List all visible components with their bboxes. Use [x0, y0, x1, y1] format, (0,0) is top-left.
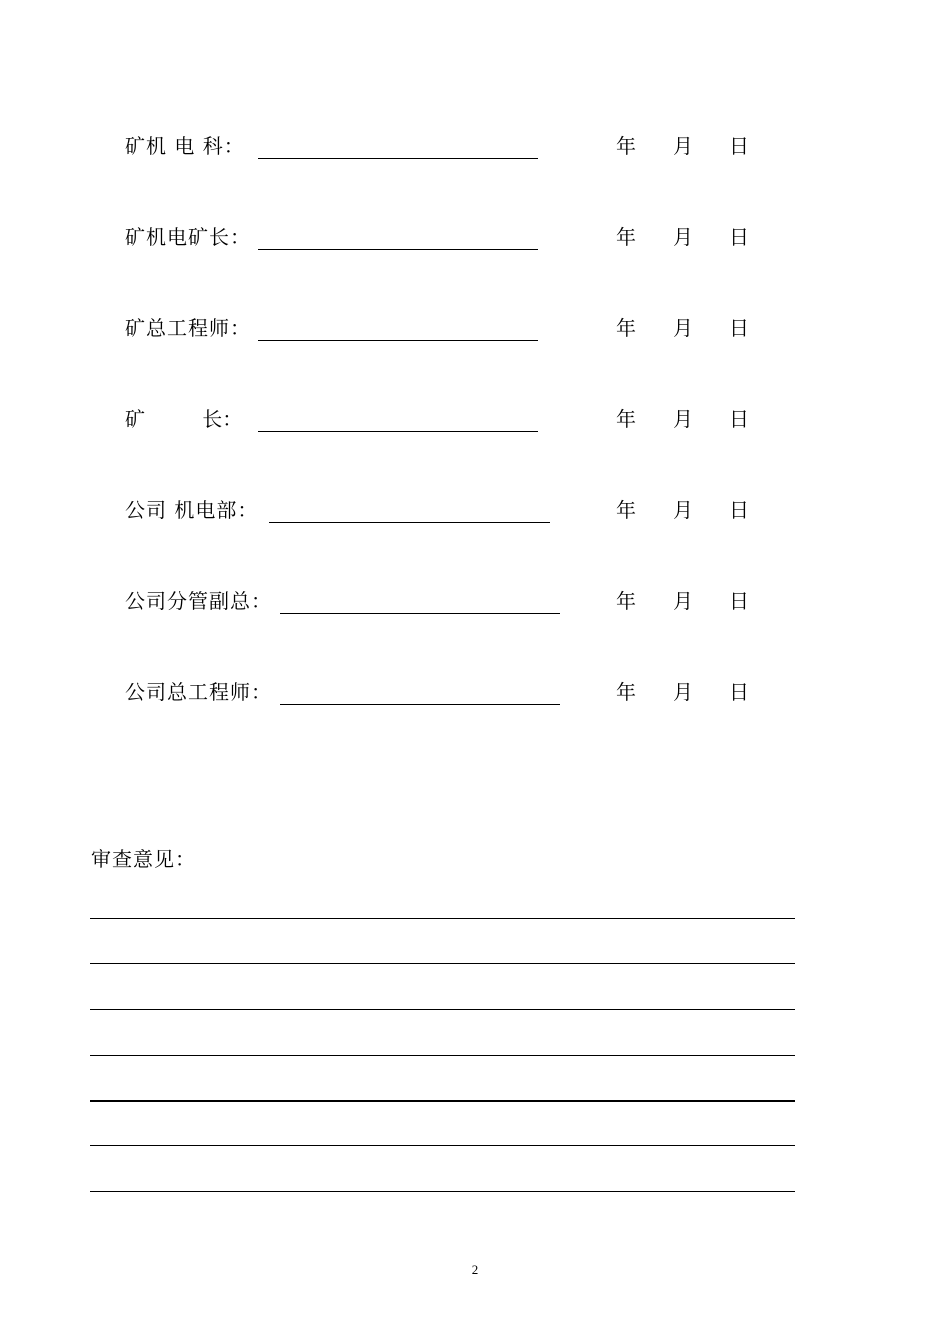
date-month: 月 — [673, 225, 693, 249]
signature-line[interactable] — [269, 522, 550, 523]
signature-row — [0, 223, 950, 263]
date-day: 日 — [729, 589, 749, 613]
date-day: 日 — [729, 134, 749, 158]
signature-row — [0, 132, 950, 172]
signature-line[interactable] — [258, 249, 538, 250]
signature-line[interactable] — [280, 704, 560, 705]
signature-line[interactable] — [258, 431, 538, 432]
signature-line[interactable] — [258, 340, 538, 341]
signature-row — [0, 587, 950, 627]
review-line[interactable] — [90, 1009, 795, 1010]
review-opinion-label: 审查意见： — [91, 847, 196, 871]
signature-label: 矿机 电 科： — [125, 134, 245, 158]
review-line[interactable] — [90, 963, 795, 964]
date-year: 年 — [616, 407, 636, 431]
date-day: 日 — [729, 225, 749, 249]
date-month: 月 — [673, 589, 693, 613]
review-line[interactable] — [90, 1100, 795, 1102]
review-line[interactable] — [90, 918, 795, 919]
signature-row — [0, 405, 950, 445]
signature-label: 矿机电矿长： — [125, 225, 251, 249]
date-year: 年 — [616, 680, 636, 704]
date-year: 年 — [616, 225, 636, 249]
date-month: 月 — [673, 316, 693, 340]
date-day: 日 — [729, 498, 749, 522]
signature-line[interactable] — [280, 613, 560, 614]
date-year: 年 — [616, 316, 636, 340]
page-number: 2 — [471, 1262, 479, 1277]
review-line[interactable] — [90, 1145, 795, 1146]
signature-row — [0, 678, 950, 718]
date-day: 日 — [729, 680, 749, 704]
signature-label: 矿 长： — [125, 407, 243, 431]
date-year: 年 — [616, 498, 636, 522]
signature-label: 矿总工程师： — [125, 316, 251, 340]
review-line[interactable] — [90, 1191, 795, 1192]
date-year: 年 — [616, 134, 636, 158]
date-year: 年 — [616, 589, 636, 613]
date-day: 日 — [729, 407, 749, 431]
signature-line[interactable] — [258, 158, 538, 159]
date-month: 月 — [673, 134, 693, 158]
date-month: 月 — [673, 498, 693, 522]
date-month: 月 — [673, 680, 693, 704]
date-day: 日 — [729, 316, 749, 340]
signature-label: 公司总工程师： — [125, 680, 272, 704]
signature-row — [0, 314, 950, 354]
signature-label: 公司分管副总： — [125, 589, 272, 613]
signature-label: 公司 机电部： — [125, 498, 259, 522]
review-line[interactable] — [90, 1055, 795, 1056]
date-month: 月 — [673, 407, 693, 431]
signature-row — [0, 496, 950, 536]
